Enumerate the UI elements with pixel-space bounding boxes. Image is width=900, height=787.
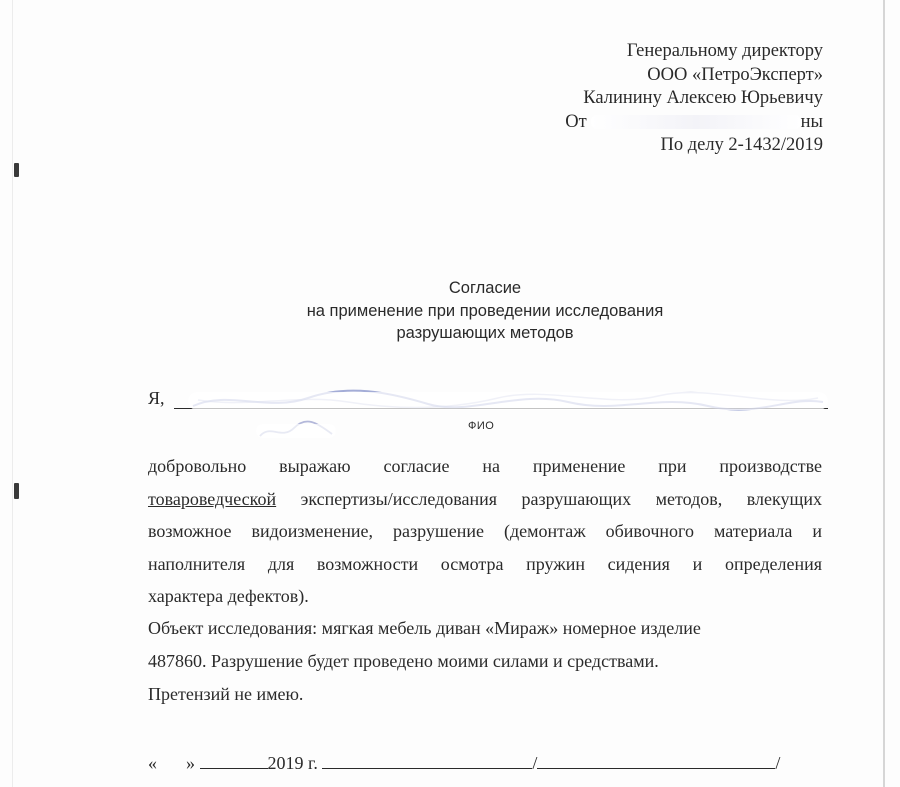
body-line: добровольно выражаю согласие на применение при производстве (148, 456, 822, 476)
addressee-company: ООО «ПетроЭксперт» (647, 64, 823, 85)
addressee-position: Генеральному директору (626, 41, 823, 61)
name-transcript-blank (537, 752, 775, 769)
fio-caption: ФИО (468, 420, 495, 432)
consent-paragraph (148, 450, 822, 613)
no-claims-statement: Претензий не имею. (148, 684, 304, 704)
punch-hole-mark (14, 483, 19, 499)
page-fold-line (883, 0, 885, 787)
document-title (210, 277, 760, 345)
body-line (148, 483, 822, 516)
page-edge-line (12, 0, 13, 787)
addressee-block (565, 40, 823, 158)
signature-separator: / (775, 753, 781, 773)
object-description: Объект исследования: мягкая мебель диван «Мираж» номерное изделие (148, 618, 701, 638)
title-line-3: разрушающих методов (396, 324, 574, 342)
punch-hole-mark (14, 163, 19, 177)
signature-line (148, 752, 780, 774)
redaction-scribble (188, 388, 828, 414)
sender-line (565, 111, 823, 135)
date-quote-open: « (148, 753, 157, 773)
signature-separator: / (532, 753, 538, 773)
redaction-scribble (256, 418, 336, 444)
date-month-blank (200, 752, 268, 769)
date-quote-close: » (186, 753, 195, 773)
body-line: наполнителя для возможности осмотра пружин сидения и определения (148, 553, 822, 574)
underlined-word: товароведческой (148, 488, 277, 509)
case-number: По делу 2-1432/2019 (660, 135, 823, 155)
date-year: 2019 г. (267, 753, 318, 773)
object-description-cont: 487860. Разрушение будет проведено моими силами и средствами. (148, 651, 659, 671)
addressee-name: Калинину Алексею Юрьевичу (583, 88, 823, 108)
fio-prefix: Я, (148, 388, 165, 408)
sender-suffix: ны (800, 111, 823, 132)
body-line-rest: экспертизы/исследования разрушающих методов, влекущих (300, 488, 822, 509)
title-line-2: на применение при проведении исследования (306, 301, 664, 320)
title-line-1: Согласие (448, 279, 522, 297)
signature-blank (322, 752, 532, 769)
body-line: возможное видоизменение, разрушение (демонтаж обивочного материала и (148, 521, 822, 541)
fio-field (148, 386, 828, 416)
body-line: характера дефектов). (148, 586, 309, 606)
redacted-sender-name (591, 115, 801, 129)
sender-prefix: От (565, 111, 587, 132)
